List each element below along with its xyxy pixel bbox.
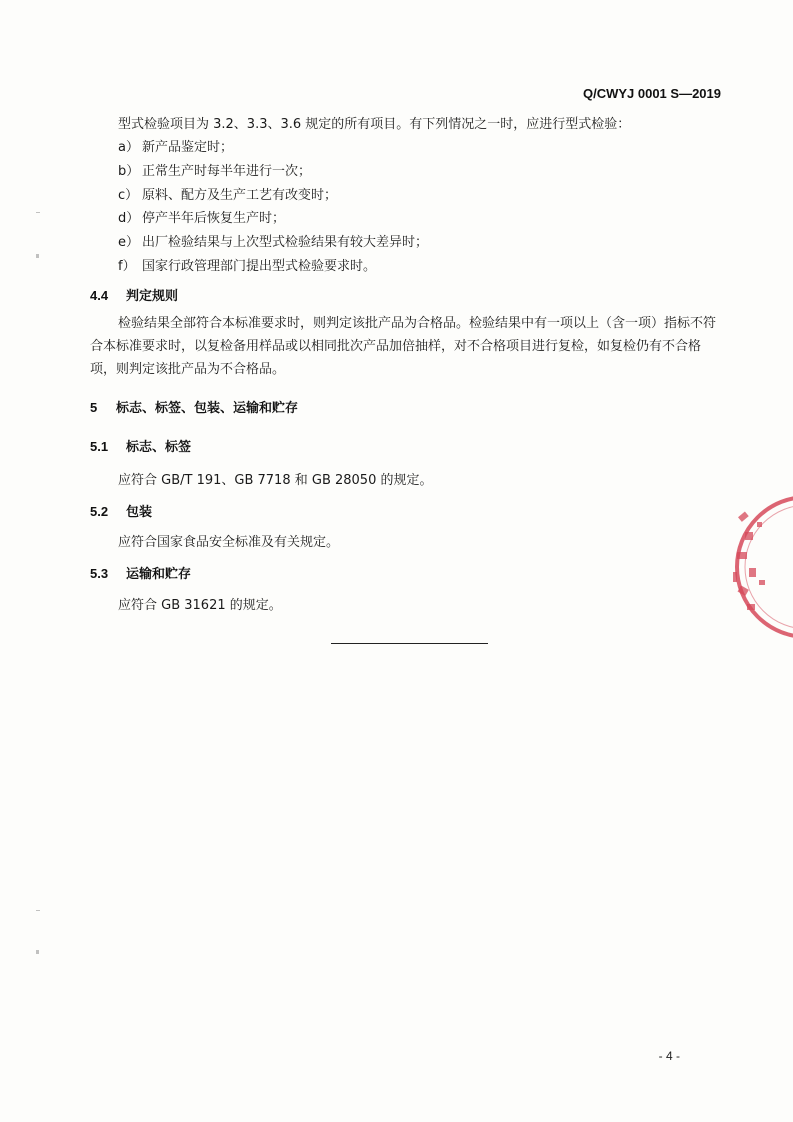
list-item: a） 新产品鉴定时； — [118, 140, 234, 155]
list-item: f） 国家行政管理部门提出型式检验要求时。 — [118, 258, 377, 274]
marking-labeling-text: 应符合 GB/T 191、GB 7718 和 GB 28050 的规定。 — [118, 473, 433, 488]
section-5-2-heading: 5.2 包装 — [90, 504, 153, 520]
section-4-4-heading: 4.4 判定规则 — [90, 288, 179, 304]
transport-storage-text: 应符合 GB 31621 的规定。 — [118, 598, 282, 613]
scan-speck — [36, 254, 39, 258]
list-item: d） 停产半年后恢复生产时； — [118, 211, 286, 227]
page-number: - 4 - — [658, 1049, 680, 1063]
type-inspection-conditions-list — [118, 136, 428, 279]
seal-icon — [727, 492, 793, 642]
list-item: e） 出厂检验结果与上次型式检验结果有较大差异时； — [118, 235, 429, 251]
official-seal — [727, 492, 793, 642]
list-item: c） 原料、配方及生产工艺有改变时； — [118, 187, 338, 203]
document-code: Q/CWYJ 0001 S—2019 — [582, 86, 721, 101]
scan-speck — [36, 950, 39, 954]
scan-speck — [36, 212, 40, 213]
scan-speck — [36, 910, 40, 911]
section-5-1-heading: 5.1 标志、标签 — [90, 439, 192, 455]
judgement-rules-text: 检验结果全部符合本标准要求时，则判定该批产品为合格品。检验结果中有一项以上（含一项）指标不符合本标准要求时，以复检备用样品或以相同批次产品加倍抽样，对不合格项目进行复检，如复检仍有不合格项，则判定该批产品为不合格品。 — [90, 316, 717, 377]
packaging-text: 应符合国家食品安全标准及有关规定。 — [118, 535, 340, 550]
list-item: b） 正常生产时每半年进行一次； — [118, 163, 312, 179]
type-inspection-intro: 型式检验项目为 3.2、3.3、3.6 规定的所有项目。有下列情况之一时，应进行型式检验： — [118, 117, 631, 132]
section-5-3-heading: 5.3 运输和贮存 — [90, 566, 192, 582]
end-rule — [331, 643, 488, 644]
section-5-heading: 5 标志、标签、包装、运输和贮存 — [90, 400, 299, 416]
